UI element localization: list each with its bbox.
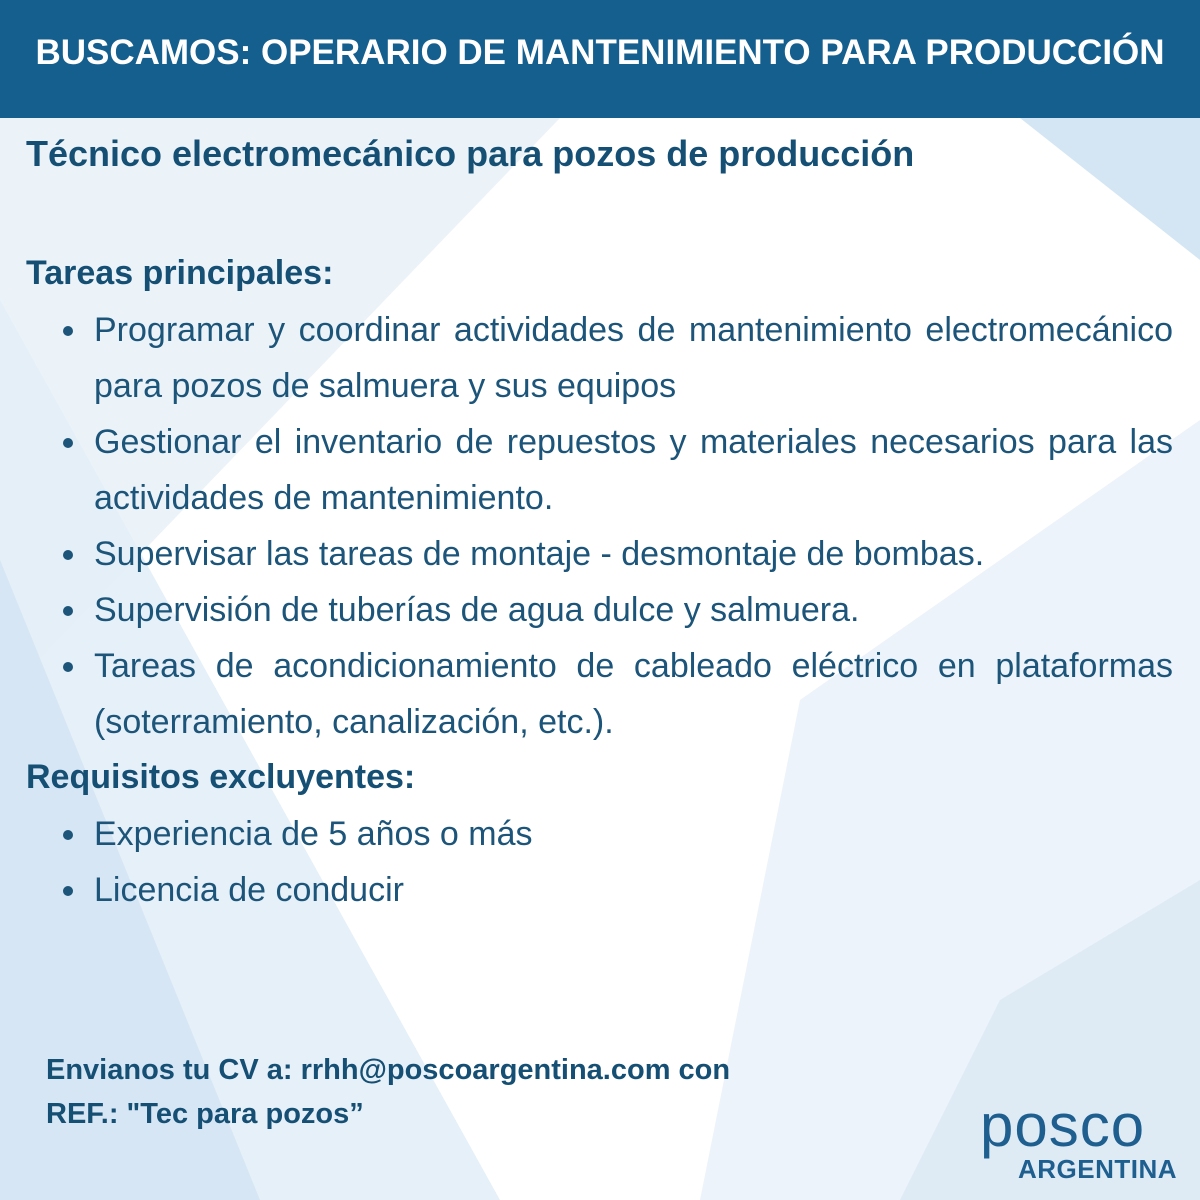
requirements-list <box>0 806 1200 918</box>
contact-info <box>46 1048 730 1136</box>
bullet-icon <box>63 606 73 616</box>
bullet-icon <box>63 550 73 560</box>
job-subtitle: Técnico electromecánico para pozos de producción <box>26 133 915 174</box>
logo-subtitle: ARGENTINA <box>1018 1154 1178 1184</box>
bullet-icon <box>63 438 73 448</box>
list-item: Experiencia de 5 años o más <box>0 806 1200 862</box>
bullet-icon <box>63 886 73 896</box>
list-item: Programar y coordinar actividades de mantenimiento electromecánico para pozos de salmuera y sus equipos <box>0 302 1200 414</box>
list-item: Gestionar el inventario de repuestos y materiales necesarios para las actividades de mantenimiento. <box>0 414 1200 526</box>
list-item: Licencia de conducir <box>0 862 1200 918</box>
logo-wordmark: posco <box>980 1092 1146 1159</box>
tasks-list <box>0 302 1200 750</box>
list-item: Supervisión de tuberías de agua dulce y salmuera. <box>0 582 1200 638</box>
requirements-heading: Requisitos excluyentes: <box>26 758 416 796</box>
bullet-icon <box>63 326 73 336</box>
bullet-icon <box>63 662 73 672</box>
posco-logo <box>980 1092 1180 1186</box>
list-item: Supervisar las tareas de montaje - desmontaje de bombas. <box>0 526 1200 582</box>
list-item: Tareas de acondicionamiento de cableado eléctrico en plataformas (soterramiento, canalización, etc.). <box>0 638 1200 750</box>
contact-line-email: Envianos tu CV a: rrhh@poscoargentina.com con <box>46 1054 731 1086</box>
tasks-heading: Tareas principales: <box>26 254 334 292</box>
header-banner <box>0 0 1200 118</box>
header-title: BUSCAMOS: OPERARIO DE MANTENIMIENTO PARA PRODUCCIÓN <box>35 33 1165 72</box>
bullet-icon <box>63 830 73 840</box>
contact-line-ref: REF.: "Tec para pozos” <box>46 1098 364 1130</box>
